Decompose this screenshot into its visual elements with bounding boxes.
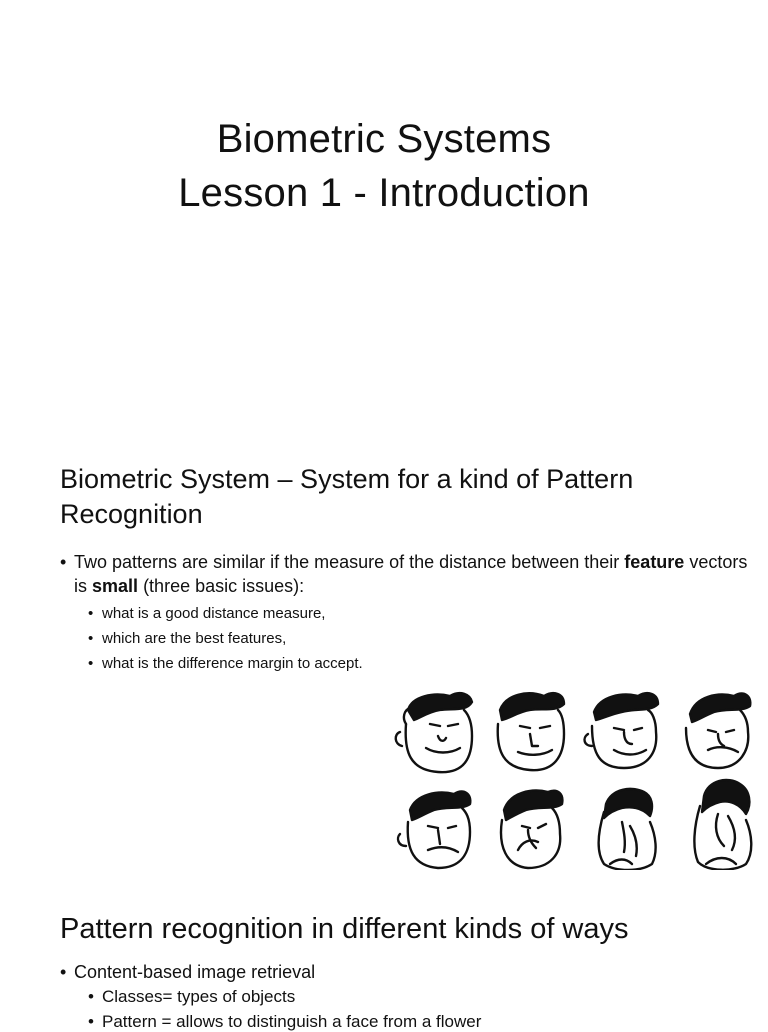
presentation-title: Biometric Systems [216,117,552,161]
figure-7-icon [599,789,656,870]
bullet-dot: • [60,552,67,572]
bullet-content-based-retrieval: • Content-based image retrieval [60,962,316,982]
bullet-text-3: (three basic issues): [143,576,305,596]
title-slide [0,112,768,220]
face-morph-illustration [392,684,768,870]
face-2-icon [498,693,564,770]
slide-heading-pattern-recognition: Pattern recognition in different kinds of ways [60,913,629,945]
face-6-icon [501,791,562,868]
sub-bullet-features: • which are the best features, [88,630,287,647]
sub-bullet-distance: • what is a good distance measure, [88,605,326,622]
face-3-icon [585,693,658,768]
lesson-subtitle: Lesson 1 - Introduction [178,171,590,215]
sub-bullet-margin: • what is the difference margin to accept. [88,655,363,672]
figure-8-icon [694,780,751,870]
face-1-icon [396,693,472,772]
bullet-bold-small: small [92,576,139,596]
bullet-bold-feature: feature [624,552,685,572]
main-bullet-similarity [60,550,754,598]
bullet-text-2: vectors is [74,552,748,596]
bullet-text-1: Two patterns are similar if the measure of the distance between their [74,552,620,572]
slide-heading-biometric-system: Biometric System – System for a kind of Pattern Recognition [60,464,634,529]
sub-bullet-classes: • Classes= types of objects [88,987,296,1006]
face-4-icon [686,694,750,768]
face-5-icon [398,792,470,868]
sub-bullet-pattern: • Pattern = allows to distinguish a face from a flower [88,1012,482,1031]
